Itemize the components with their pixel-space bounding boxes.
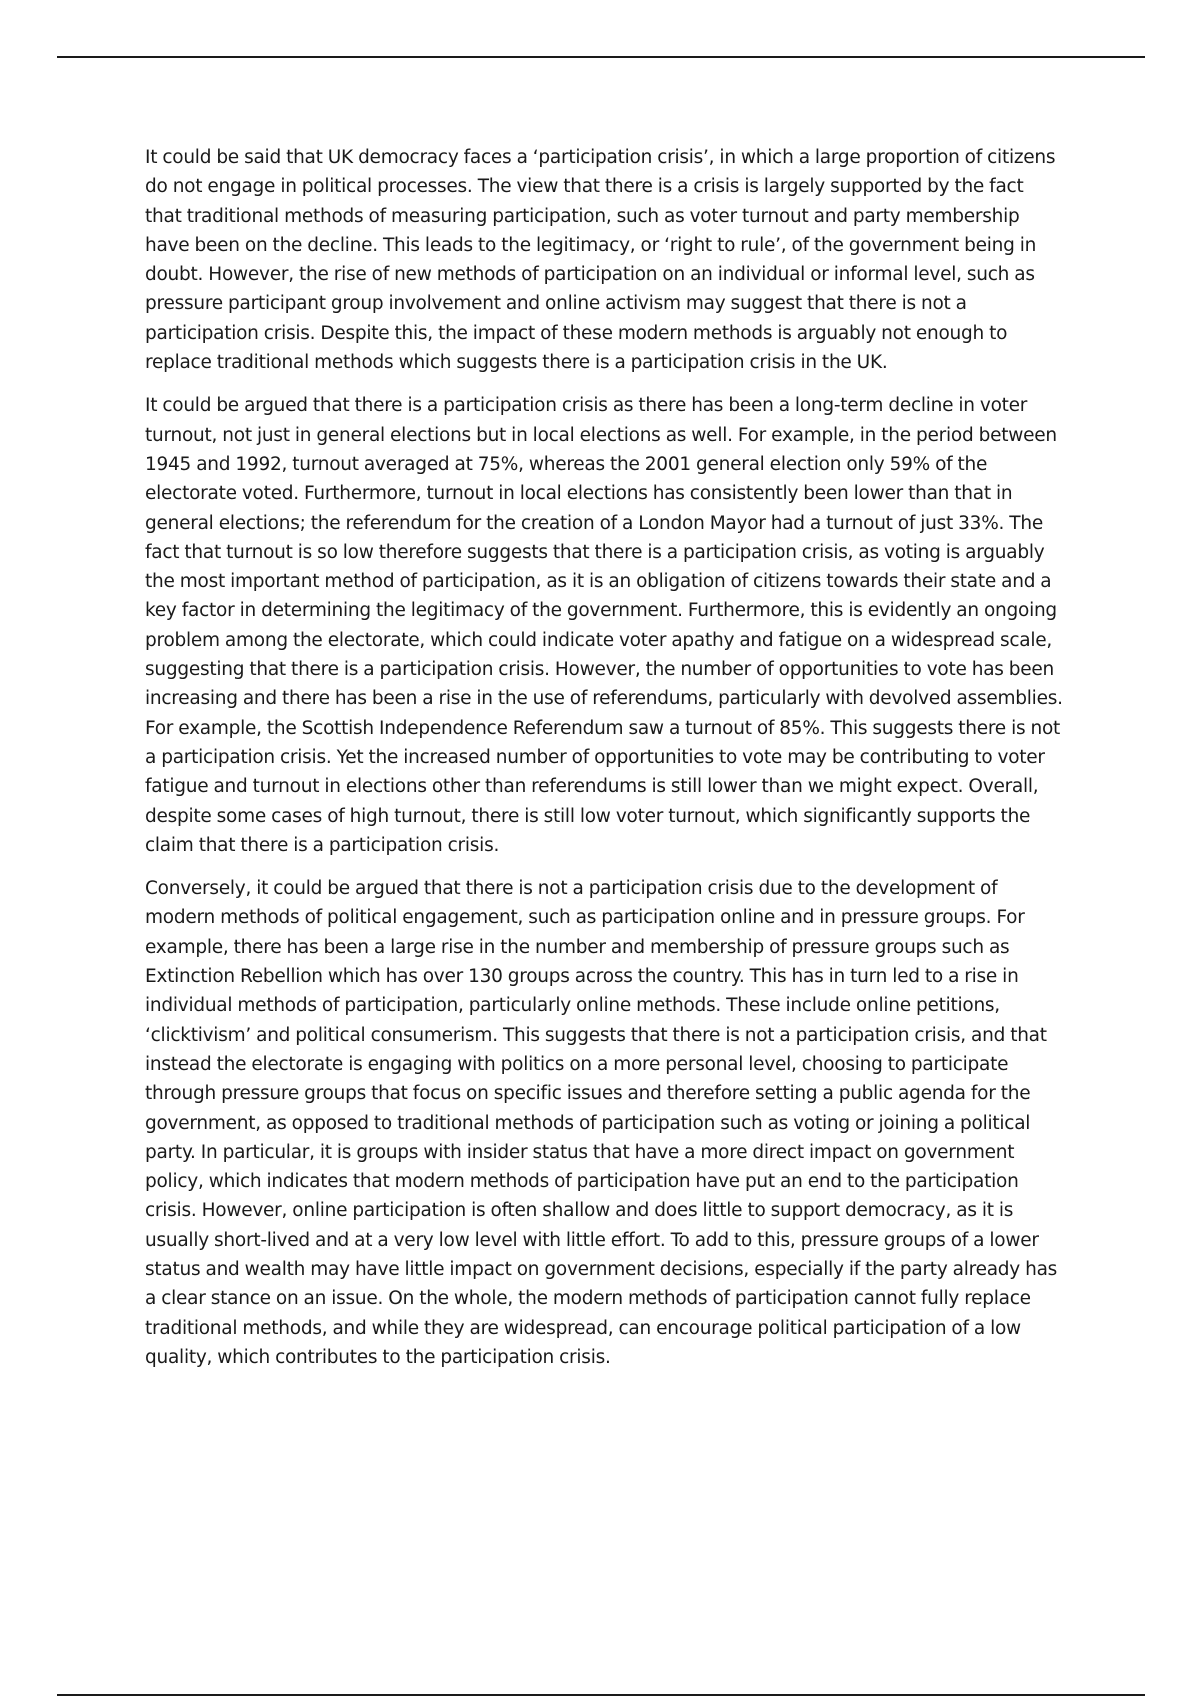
paragraph-voter-turnout: It could be argued that there is a participation crisis as there has been a long-term decline in voter turnout, not just in general elections but in local elections as well. For example, in the period between 1945 and 1992, turnout averaged at 75%, whereas the 2001 general election only 59% of the electorate voted. Furthermore, turnout in local elections has consistently been lower than that in general elections; the referendum for the creation of a London Mayor had a turnout of just 33%. The fact that turnout is so low therefore suggests that there is a participation crisis, as voting is arguably the most important method of participation, as it is an obligation of citizens towards their state and a key factor in determining the legitimacy of the government. Furthermore, this is evidently an ongoing problem among the electorate, which could indicate voter apathy and fatigue on a widespread scale, suggesting that there is a participation crisis. However, the number of opportunities to vote has been increasing and there has been a rise in the use of referendums, particularly with devolved assemblies. For example, the Scottish Independence Referendum saw a turnout of 85%. This suggests there is not a participation crisis. Yet the increased number of opportunities to vote may be contributing to voter fatigue and turnout in elections other than referendums is still lower than we might expect. Overall, despite some cases of high turnout, there is still low voter turnout, which significantly supports the claim that there is a participation crisis.: [145, 395, 1063, 856]
paragraph-introduction: It could be said that UK democracy faces a ‘participation crisis’, in which a large proportion of citizens do not engage in political processes. The view that there is a crisis is largely supported by the fact that traditional methods of measuring participation, such as voter turnout and party membership have been on the decline. This leads to the legitimacy, or ‘right to rule’, of the government being in doubt. However, the rise of new methods of participation on an individual or informal level, such as pressure participant group involvement and online activism may suggest that there is not a participation crisis. Despite this, the impact of these modern methods is arguably not enough to replace traditional methods which suggests there is a participation crisis in the UK.: [145, 147, 1056, 374]
footer-rule: [57, 1694, 1145, 1696]
paragraph-modern-methods: Conversely, it could be argued that there is not a participation crisis due to the development of modern methods of political engagement, such as participation online and in pressure groups. For example, there has been a large rise in the number and membership of pressure groups such as Extinction Rebellion which has over 130 groups across the country. This has in turn led to a rise in individual methods of participation, particularly online methods. These include online petitions, ‘clicktivism’ and political consumerism. This suggests that there is not a participation crisis, and that instead the electorate is engaging with politics on a more personal level, choosing to participate through pressure groups that focus on specific issues and therefore setting a public agenda for the government, as opposed to traditional methods of participation such as voting or joining a political party. In particular, it is groups with insider status that have a more direct impact on government policy, which indicates that modern methods of participation have put an end to the participation crisis. However, online participation is often shallow and does little to support democracy, as it is usually short-lived and at a very low level with little effort. To add to this, pressure groups of a lower status and wealth may have little impact on government decisions, especially if the party already has a clear stance on an issue. On the whole, the modern methods of participation cannot fully replace traditional methods, and while they are widespread, can encourage political participation of a low quality, which contributes to the participation crisis.: [145, 878, 1058, 1368]
header-rule: [57, 56, 1145, 58]
document-body: [145, 143, 1065, 1386]
